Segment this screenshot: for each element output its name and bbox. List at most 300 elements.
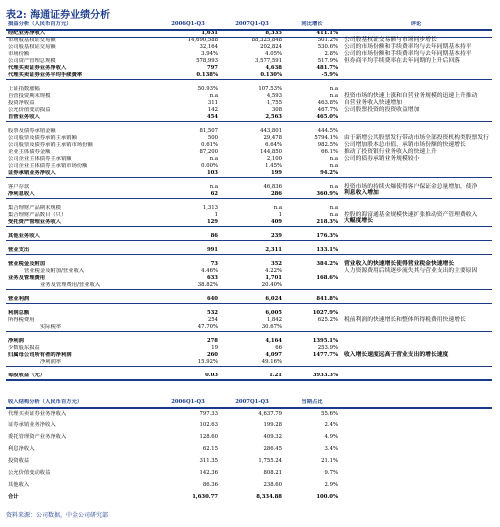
- row-label: 合计: [8, 494, 19, 501]
- value-2007: 286: [270, 191, 282, 197]
- value-2007: 6,024: [265, 296, 282, 302]
- value-2007: [220, 240, 284, 247]
- table-row: [6, 65, 492, 72]
- row-comment: [340, 121, 492, 128]
- value-2007: 107.53%: [258, 86, 282, 92]
- table-title: 表2: 海通证券业绩分析: [6, 10, 111, 21]
- value-2007: [220, 198, 284, 205]
- row-label: 集合理财产品期末规模: [8, 205, 61, 211]
- value-growth: 1395.1%: [312, 338, 338, 344]
- row-label: 公司股票及债券承销主承销市场份额: [8, 142, 93, 148]
- table-row: [6, 226, 492, 233]
- row-comment: [340, 331, 492, 338]
- value-growth: 2.4%: [324, 422, 338, 429]
- value-growth: [284, 289, 340, 296]
- table-row: [6, 338, 492, 345]
- row-label: 客户存款: [8, 184, 30, 190]
- row-comment: [340, 345, 492, 352]
- value-2006: 15.92%: [197, 359, 218, 365]
- table-row: [6, 359, 492, 366]
- row-comment: [340, 275, 492, 282]
- row-comment: 由于新增公共股票发行带动市场全部投资机构类股票发行: [344, 134, 489, 141]
- row-label: 营业利润: [8, 296, 30, 302]
- table-row: [6, 289, 492, 296]
- row-label: 投资净收益: [8, 100, 35, 106]
- value-2006: 454: [206, 114, 218, 120]
- value-2006: 86.36: [202, 482, 218, 489]
- value-2006: 254: [207, 317, 218, 323]
- table-row: [6, 373, 492, 380]
- value-growth: 384.2%: [316, 261, 338, 267]
- row-label: 代理买卖证券业务平均手续费率: [8, 72, 83, 78]
- row-label: 集合理财产品数目（只）: [8, 212, 67, 218]
- table-row: [6, 480, 492, 492]
- table-row: [6, 420, 492, 432]
- value-2006: 633: [206, 275, 218, 281]
- table-row: [6, 156, 492, 163]
- value-2007: 20.40%: [261, 282, 282, 288]
- value-2007: 6.64%: [265, 142, 282, 148]
- value-2007: [220, 79, 284, 86]
- row-label: 公允价值变动损益: [8, 107, 51, 113]
- row-comment: [340, 128, 492, 135]
- value-2006: 4.46%: [201, 268, 218, 274]
- value-2007: 4.05%: [265, 51, 282, 57]
- value-2006: [156, 79, 220, 86]
- row-comment: 人力资源费用后续逐步流失其与营业支出的主要原因: [344, 267, 478, 274]
- value-2007: 1,842: [266, 317, 282, 323]
- table-row: [6, 79, 492, 86]
- table-row: [6, 261, 492, 268]
- row-label: 每股收益（元）: [8, 373, 46, 379]
- value-2006: 3.94%: [201, 51, 218, 57]
- table-row: [6, 170, 492, 177]
- table-row: [6, 432, 492, 444]
- row-comment: 自营业务收入快速增加: [344, 99, 402, 106]
- row-label: 代理买卖证券业务净收入: [8, 65, 67, 71]
- value-growth: 360.9%: [316, 191, 338, 197]
- row-label: [6, 254, 156, 261]
- value-2006: 102.63: [199, 422, 218, 429]
- value-growth: [284, 240, 340, 247]
- value-growth: [284, 198, 340, 205]
- value-growth: [284, 303, 340, 310]
- row-label: 其他业务收入: [8, 233, 40, 239]
- row-comment: [340, 177, 492, 184]
- value-2006: 128.60: [199, 434, 218, 441]
- value-growth: 55.6%: [321, 410, 338, 417]
- table-row: [6, 30, 492, 37]
- row-label: 公允价值变动收益: [8, 470, 51, 477]
- value-2007: 49.16%: [261, 359, 282, 365]
- table-row: [6, 282, 492, 289]
- value-growth: n.a: [329, 93, 338, 99]
- row-comment: [340, 468, 492, 480]
- value-2007: 29,478: [263, 135, 282, 141]
- table-row: [6, 408, 492, 420]
- value-2006: 38.82%: [197, 282, 218, 288]
- row-label: 营业税金及附加/营业收入: [24, 268, 85, 274]
- table-row: [6, 205, 492, 212]
- value-2007: [220, 366, 284, 373]
- row-label: 公司企业主体债券主承销额: [8, 156, 72, 162]
- value-growth: [284, 177, 340, 184]
- value-growth: 2.9%: [324, 482, 338, 489]
- value-2006: [156, 177, 220, 184]
- table-row: [6, 44, 492, 51]
- row-comment: 投资市场的快速上涨和自营业务规模的迅速上升推动: [344, 92, 478, 99]
- value-2006: 62.15: [202, 446, 218, 453]
- row-label: 自营投资期末规模: [8, 93, 51, 99]
- value-growth: 5794.1%: [314, 135, 338, 141]
- row-comment: [340, 30, 492, 37]
- table-row: [6, 303, 492, 310]
- row-comment: [340, 198, 492, 205]
- row-label: 经纪业务净收入: [8, 30, 46, 37]
- value-growth: 530.6%: [317, 44, 338, 50]
- table-row: [6, 184, 492, 191]
- value-2006: 1,630.77: [192, 494, 218, 501]
- value-growth: 3933.3%: [312, 373, 338, 379]
- row-label: 公司资产管理总规模: [8, 58, 56, 64]
- value-growth: 841.8%: [316, 296, 338, 302]
- row-comment: 公司增加股本总市值，承销市场份额的快速增长: [344, 141, 466, 148]
- row-label: 公司企业主体债券主承销市场份额: [8, 163, 88, 169]
- row-label: 受托资产管理业务收入: [8, 219, 61, 225]
- value-growth: 100.0%: [316, 494, 338, 501]
- value-growth: [284, 359, 340, 366]
- value-2006: 797: [206, 65, 218, 71]
- row-label: 少数股东损益: [8, 345, 40, 351]
- value-2007: 308: [271, 107, 282, 113]
- column-header: 收入结构分析（人民币百万元）: [8, 399, 83, 406]
- row-comment: [340, 456, 492, 468]
- value-2007: 0.130%: [260, 72, 282, 78]
- row-comment: [340, 492, 492, 504]
- row-label: [6, 303, 156, 310]
- value-2006: 81,507: [199, 128, 218, 134]
- row-comment: 投资市场的持续火爆使得客户保证金总量增加，使净: [344, 183, 478, 190]
- value-2006: 500: [207, 135, 218, 141]
- value-2007: [220, 121, 284, 128]
- row-comment: 收入增长速度远高于营业支出的增长速度: [344, 351, 449, 358]
- value-2006: [156, 289, 220, 296]
- value-2007: 199.28: [263, 422, 282, 429]
- row-label: 业务及管理费用/营业收入: [40, 282, 101, 288]
- row-comment: [340, 444, 492, 456]
- value-2007: 2,563: [265, 114, 282, 120]
- value-growth: 2.8%: [324, 51, 338, 57]
- row-label: 投资收益: [8, 458, 30, 465]
- table-row: [6, 240, 492, 247]
- column-header-empty: [340, 399, 492, 408]
- column-header: 2007Q1-Q3: [235, 399, 269, 406]
- value-growth: 218.3%: [316, 219, 338, 225]
- value-2006: 32,164: [199, 44, 218, 50]
- value-growth: [284, 79, 340, 86]
- value-2006: 278: [206, 338, 218, 344]
- value-growth: n.a: [329, 205, 338, 211]
- row-comment: [340, 296, 492, 303]
- row-comment: [340, 432, 492, 444]
- row-label: 公司股基权证交易额: [8, 44, 56, 50]
- value-growth: 1027.9%: [312, 310, 338, 316]
- row-label: 其他收入: [8, 482, 30, 489]
- row-comment: [340, 420, 492, 432]
- table-row: [6, 128, 492, 135]
- value-growth: 1477.7%: [312, 352, 338, 358]
- value-2007: 409: [270, 219, 282, 225]
- row-label: 上证指数涨幅: [8, 86, 40, 92]
- row-comment: 公司的市场份额和手续费率均与去年同期基本持平: [344, 43, 472, 50]
- row-comment: 利息收入增加: [344, 190, 379, 197]
- value-2007: 409.32: [263, 434, 282, 441]
- value-growth: 501.2%: [317, 37, 338, 44]
- value-2007: 199: [270, 170, 282, 176]
- row-label: 营业税金及附加: [8, 261, 46, 267]
- value-2007: 286.45: [263, 446, 282, 453]
- row-comment: [340, 359, 492, 366]
- value-growth: 411.1%: [316, 30, 338, 37]
- value-2007: 4,097: [265, 352, 282, 358]
- row-label: 净利息收入: [8, 191, 35, 197]
- table-row: [6, 100, 492, 107]
- value-2007: [220, 303, 284, 310]
- table-row: [6, 268, 492, 275]
- value-growth: n.a: [329, 163, 338, 169]
- value-2007: [220, 177, 284, 184]
- row-label: 委托管理资产业务净收入: [8, 434, 67, 441]
- value-2007: 66: [275, 345, 282, 351]
- row-comment: [340, 247, 492, 254]
- value-2006: 578,993: [196, 58, 218, 64]
- value-growth: 168.6%: [316, 275, 338, 281]
- row-comment: [340, 303, 492, 310]
- value-growth: 625.2%: [317, 317, 338, 323]
- row-comment: [340, 79, 492, 86]
- row-label: 利息净收入: [8, 446, 35, 453]
- value-2007: [220, 226, 284, 233]
- row-comment: [340, 366, 492, 373]
- value-2007: 1.45%: [265, 163, 282, 169]
- row-comment: 公司股票投资的投资收益增加: [344, 106, 420, 113]
- value-2006: 50.93%: [197, 86, 218, 92]
- value-2006: 532: [206, 310, 218, 316]
- value-2006: [156, 254, 220, 261]
- value-2007: 4,164: [265, 338, 282, 344]
- value-2007: 3,577,591: [255, 58, 282, 64]
- row-comment: [340, 310, 492, 317]
- value-2006: 73: [210, 261, 218, 267]
- row-comment: [340, 480, 492, 492]
- table-row: [6, 86, 492, 93]
- value-growth: n.a: [329, 184, 338, 190]
- row-comment: 税前利润的快速增长和整体所得税费用快速增长: [344, 316, 466, 323]
- row-comment: [340, 226, 492, 233]
- row-comment: 公司的债券承销业务规模较小: [344, 155, 420, 162]
- value-2006: [156, 303, 220, 310]
- value-2006: 14,690,588: [187, 37, 218, 44]
- value-2006: 0.61%: [201, 142, 218, 148]
- value-2006: [156, 121, 220, 128]
- row-label: 市场份额: [8, 51, 30, 57]
- value-growth: 66.1%: [321, 149, 338, 155]
- column-header: 同比增长: [301, 21, 323, 28]
- value-growth: 465.0%: [316, 114, 338, 120]
- row-comment: [340, 163, 492, 170]
- value-2007: 8,334.88: [256, 494, 282, 501]
- value-2006: 0.03: [205, 373, 218, 379]
- table-row: [6, 177, 492, 184]
- row-label: 股票及债券承销金额: [8, 128, 56, 134]
- table-row: [6, 114, 492, 121]
- value-2006: 0.138%: [196, 72, 218, 78]
- value-2007: 4,593: [266, 93, 282, 99]
- value-growth: 9.7%: [324, 470, 338, 477]
- value-2006: 991: [206, 247, 218, 253]
- table-row: [6, 331, 492, 338]
- value-growth: 253.9%: [317, 345, 338, 351]
- table-row: [6, 296, 492, 303]
- column-header: 损益分析（人民币百万元）: [8, 21, 72, 28]
- value-2006: 47.70%: [197, 324, 218, 330]
- row-label: 证券承销业务净收入: [8, 170, 56, 176]
- value-2006: 0.00%: [201, 163, 218, 169]
- value-2006: 311: [207, 100, 218, 106]
- value-growth: 133.1%: [316, 247, 338, 253]
- value-2007: [220, 254, 284, 261]
- value-growth: [284, 121, 340, 128]
- income-structure-table: [6, 399, 492, 504]
- row-comment: [340, 324, 492, 331]
- value-growth: 467.7%: [317, 107, 338, 113]
- source-footnote: 资料来源：公司数据，中金公司研究部: [6, 512, 109, 519]
- table-row: [6, 191, 492, 198]
- value-2007: 1,755.24: [258, 458, 282, 465]
- value-2006: 1,313: [202, 205, 218, 211]
- row-label: 营业支出: [8, 247, 30, 253]
- row-label: [6, 366, 156, 373]
- table-row: [6, 135, 492, 142]
- row-label: 业务及管理费用: [8, 275, 46, 281]
- value-growth: 176.3%: [316, 233, 338, 239]
- row-label: 代理买卖证券业务净收入: [8, 410, 67, 417]
- table-row: [6, 93, 492, 100]
- value-2006: n.a: [209, 184, 218, 190]
- row-label: [6, 289, 156, 296]
- table-row: [6, 247, 492, 254]
- row-label: [6, 177, 156, 184]
- value-growth: 517.9%: [317, 58, 338, 64]
- value-growth: 444.5%: [317, 128, 338, 134]
- row-comment: [340, 282, 492, 289]
- value-2007: 2,100: [266, 156, 282, 162]
- row-comment: [340, 373, 492, 380]
- row-comment: 但券商平均手续费率在去年同期的上升后回落: [344, 57, 460, 64]
- table-row: [6, 142, 492, 149]
- row-label: [6, 226, 156, 233]
- value-2006: 62: [210, 191, 218, 197]
- value-2006: 1,631: [201, 30, 218, 37]
- value-2007: 352: [270, 261, 282, 267]
- table-row: [6, 254, 492, 261]
- row-label: [6, 198, 156, 205]
- row-comment: 公司的市场份额和手续费率均与去年同期基本持平: [344, 50, 472, 57]
- row-label: 利润总额: [8, 310, 30, 316]
- value-growth: 4.9%: [324, 434, 338, 441]
- row-comment: [340, 86, 492, 93]
- value-2006: [156, 240, 220, 247]
- row-label: 市场股基权证交易额: [8, 37, 56, 44]
- value-2006: 103: [206, 170, 218, 176]
- value-2007: [220, 331, 284, 338]
- value-2007: 8,335: [265, 30, 282, 37]
- row-label: 净利润: [8, 338, 24, 344]
- row-comment: [340, 254, 492, 261]
- value-2007: 4.22%: [265, 268, 282, 274]
- row-label: [6, 121, 156, 128]
- table-row: [6, 233, 492, 240]
- row-label: 所得税费用: [8, 317, 35, 323]
- table-row: [6, 58, 492, 65]
- value-2007: 238.60: [263, 482, 282, 489]
- table-row: [6, 310, 492, 317]
- value-2007: 30.67%: [261, 324, 282, 330]
- value-2006: 86: [210, 233, 218, 239]
- table-row: [6, 121, 492, 128]
- row-comment: [340, 114, 492, 121]
- row-comment: 营业收入的快速增长使得营业税金快速增长: [344, 260, 455, 267]
- value-2006: [156, 226, 220, 233]
- value-2006: [156, 366, 220, 373]
- value-2007: 1,755: [266, 100, 282, 106]
- value-growth: [284, 254, 340, 261]
- row-comment: 公司股基权证交易额与市场同步增长: [344, 36, 437, 43]
- row-comment: [340, 240, 492, 247]
- value-2007: 6,005: [265, 310, 282, 316]
- value-growth: [284, 282, 340, 289]
- value-growth: n.a: [329, 212, 338, 218]
- table-row: [6, 444, 492, 456]
- value-2007: n.a: [273, 205, 282, 211]
- value-growth: 94.2%: [320, 170, 338, 176]
- value-growth: [284, 366, 340, 373]
- value-growth: [284, 226, 340, 233]
- row-comment: [340, 205, 492, 212]
- value-2007: [220, 289, 284, 296]
- row-comment: [340, 65, 492, 72]
- value-growth: 3.4%: [324, 446, 338, 453]
- value-2007: 4,637.79: [258, 410, 282, 417]
- value-growth: 481.7%: [316, 65, 338, 71]
- value-2007: 46,836: [263, 184, 282, 190]
- value-growth: 982.5%: [317, 142, 338, 148]
- row-comment: [340, 289, 492, 296]
- value-2007: 88,325,848: [251, 37, 282, 44]
- table-header-row: [6, 399, 492, 408]
- value-2006: 797.33: [199, 410, 218, 417]
- value-2007: 144,850: [260, 149, 282, 155]
- value-2007: 808.21: [263, 470, 282, 477]
- row-comment: [340, 338, 492, 345]
- row-label: [6, 79, 156, 86]
- row-comment: [340, 233, 492, 240]
- value-2006: 87,200: [199, 149, 218, 155]
- table-row: [6, 37, 492, 44]
- row-comment: [340, 408, 492, 420]
- table-row: [6, 219, 492, 226]
- table-row: [6, 345, 492, 352]
